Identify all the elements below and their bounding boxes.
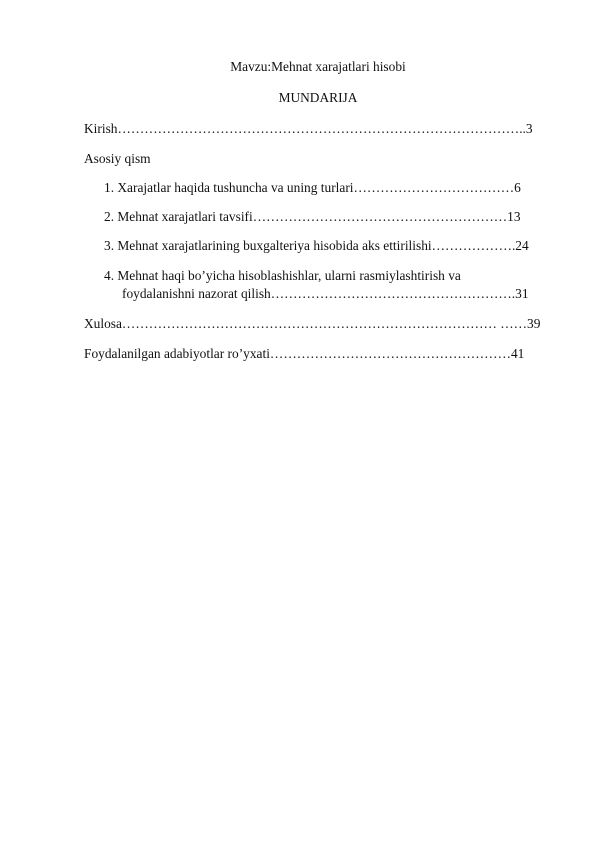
toc-entry-4-continuation: foydalanishni nazorat qilish……………………………………………….31 xyxy=(122,286,529,301)
document-topic: Mavzu:Mehnat xarajatlari hisobi xyxy=(230,59,406,74)
contents-heading: MUNDARIJA xyxy=(278,90,358,105)
toc-entry-intro: Kirish………………………………………………………………………………..3 xyxy=(84,121,533,136)
toc-entry-references: Foydalanilgan adabiyotlar ro’yxati………………………………………………41 xyxy=(84,346,525,361)
toc-section-title: Asosiy qism xyxy=(84,151,151,166)
toc-entry-4: 4. Mehnat haqi bo’yicha hisoblashishlar, ularni rasmiylashtirish va xyxy=(104,268,461,283)
toc-entry-conclusion: Xulosa………………………………………………………………………… ……39 xyxy=(84,316,541,331)
toc-entry-3: 3. Mehnat xarajatlarining buxgalteriya hisobida aks ettirilishi……………….24 xyxy=(104,238,529,253)
toc-entry-2: 2. Mehnat xarajatlari tavsifi…………………………………………………13 xyxy=(104,209,521,224)
toc-entry-1: 1. Xarajatlar haqida tushuncha va uning turlari………………………………6 xyxy=(104,180,521,195)
